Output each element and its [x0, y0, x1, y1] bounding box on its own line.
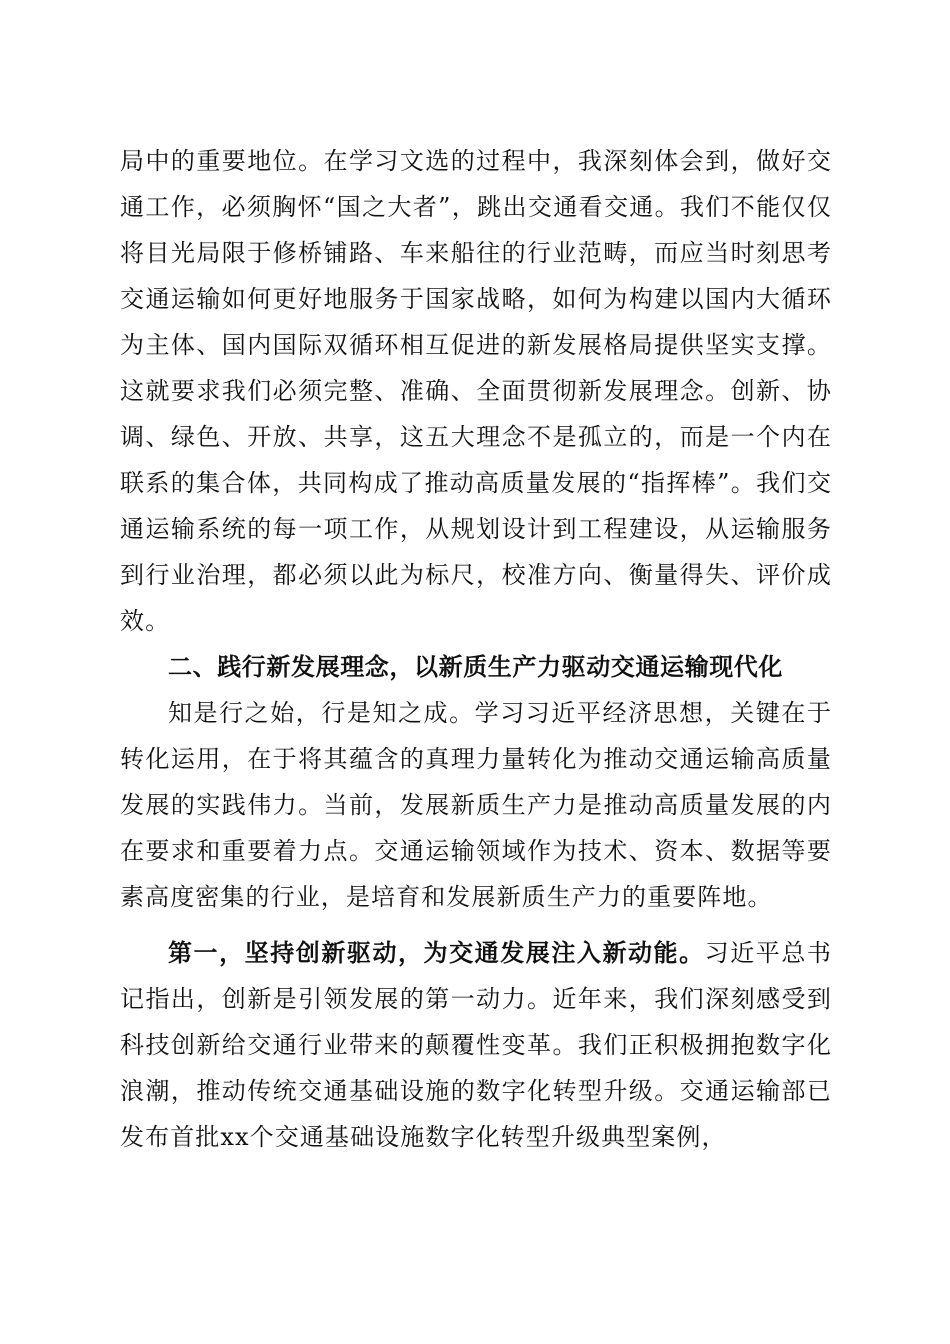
section-heading-2: 二、践行新发展理念，以新质生产力驱动交通运输现代化: [168, 653, 783, 681]
paragraph-3: [120, 930, 832, 1160]
paragraph-3-body: 习近平总书记指出，创新是引领发展的第一动力。近年来，我们深刻感受到科技创新给交通行业带来的颠覆性变革。我们正积极拥抱数字化浪潮，推动传统交通基础设施的数字化转型升级。交通运输部已发布首批xx个交通基础设施数字化转型升级典型案例，: [120, 939, 832, 1151]
document-body: [120, 138, 832, 1160]
paragraph-1: 局中的重要地位。在学习文选的过程中，我深刻体会到，做好交通工作，必须胸怀“国之大者”，跳出交通看交通。我们不能仅仅将目光局限于修桥铺路、车来船往的行业范畴，而应当时刻思考交通运输如何更好地服务于国家战略，如何为构建以国内大循环为主体、国内国际双循环相互促进的新发展格局提供坚实支撑。这就要求我们必须完整、准确、全面贯彻新发展理念。创新、协调、绿色、开放、共享，这五大理念不是孤立的，而是一个内在联系的集合体，共同构成了推动高质量发展的“指挥棒”。我们交通运输系统的每一项工作，从规划设计到工程建设，从运输服务到行业治理，都必须以此为标尺，校准方向、衡量得失、评价成效。: [120, 147, 832, 635]
paragraph-2: 知是行之始，行是知之成。学习习近平经济思想，关键在于转化运用，在于将其蕴含的真理力量转化为推动交通运输高质量发展的实践伟力。当前，发展新质生产力是推动高质量发展的内在要求和重要着力点。交通运输领域作为技术、资本、数据等要素高度密集的行业，是培育和发展新质生产力的重要阵地。: [120, 699, 832, 911]
paragraph-3-lead: 第一，坚持创新驱动，为交通发展注入新动能。: [168, 939, 705, 967]
